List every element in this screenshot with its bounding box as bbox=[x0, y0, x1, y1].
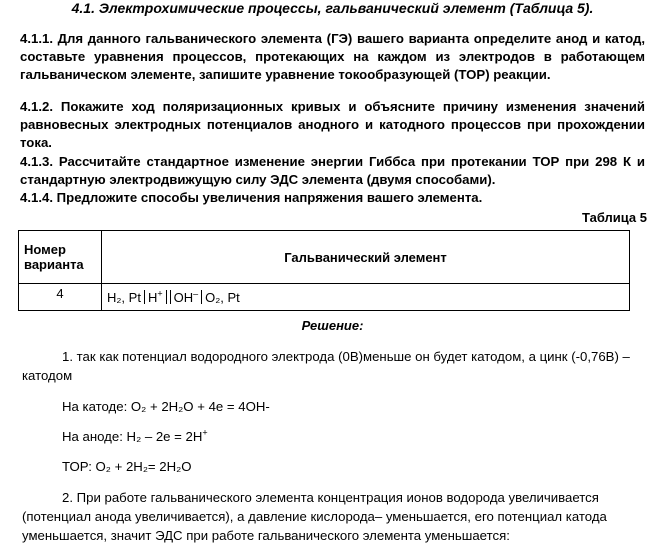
table-header-row bbox=[19, 231, 630, 284]
section-title: 4.1. Электрохимические процессы, гальванический элемент (Таблица 5). bbox=[71, 0, 594, 16]
salt-bridge-right bbox=[170, 290, 171, 304]
ion-oh: OH– bbox=[173, 288, 199, 305]
table-caption: Таблица 5 bbox=[581, 210, 647, 225]
cathode-equation: На катоде: O₂ + 2H₂O + 4e = 4OH- bbox=[62, 399, 270, 414]
anode-equation: На аноде: H₂ – 2e = 2H+ bbox=[62, 427, 208, 444]
solution-paragraph-1: 1. так как потенциал водородного электрода (0В)меньше он будет катодом, а цинк (-0,76В) – катодом bbox=[22, 349, 630, 383]
task-4-1-1: 4.1.1. Для данного гальванического элемента (ГЭ) вашего варианта определите анод и катод, составьте уравнения процессов, протекающих на каждом из электродов в работающем гальваническом элементе, запишите уравнение токообразующей (ТОР) реакции. bbox=[20, 31, 645, 82]
variant-number: 4 bbox=[19, 284, 102, 311]
task-4-1-4: 4.1.4. Предложите способы увеличения напряжения вашего элемента. bbox=[20, 190, 483, 205]
phase-boundary bbox=[201, 290, 202, 304]
tor-equation: ТОР: O₂ + 2H₂= 2H₂O bbox=[62, 459, 192, 474]
table-row bbox=[19, 284, 630, 311]
header-element: Гальванический элемент bbox=[102, 231, 630, 284]
task-4-1-3: 4.1.3. Рассчитайте стандартное изменение энергии Гиббса при протекании ТОР при 298 К и стандартную электродвижущую силу ЭДС элемента (двумя способами). bbox=[20, 154, 645, 187]
variant-table bbox=[18, 230, 630, 311]
phase-boundary bbox=[144, 290, 145, 304]
task-4-1-2: 4.1.2. Покажите ход поляризационных кривых и объясните причину изменения значений равновесных электродных потенциалов анодного и катодного процессов при прохождении тока. bbox=[20, 99, 645, 150]
ion-h: H+ bbox=[147, 288, 163, 305]
galvanic-element-cell bbox=[102, 284, 630, 311]
electrode-right: O₂, Pt bbox=[205, 289, 240, 305]
header-variant: Номер варианта bbox=[19, 231, 102, 284]
salt-bridge-left bbox=[166, 290, 167, 304]
electrode-left: H₂, Pt bbox=[107, 289, 141, 305]
solution-title: Решение: bbox=[301, 318, 364, 333]
solution-paragraph-2: 2. При работе гальванического элемента концентрация ионов водорода увеличивается (потенциал анода увеличивается), а давление кислорода– уменьшается, его потенциал катода уменьшается, значит ЭДС при работе гальванического элемента уменьшается: bbox=[22, 490, 607, 543]
